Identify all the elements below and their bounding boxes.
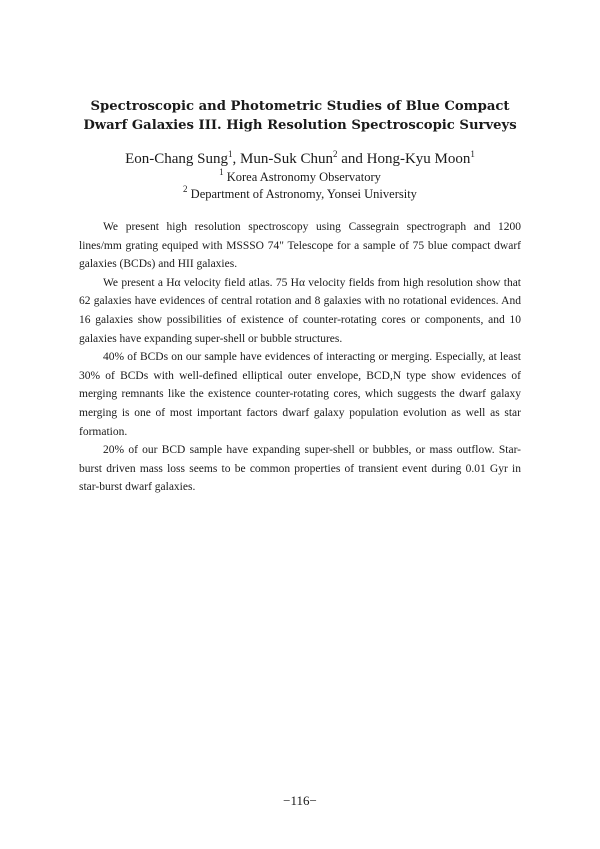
abstract-paragraph: 40% of BCDs on our sample have evidences of interacting or merging. Especially, at least 30% of BCDs with well-defined elliptical outer envelope, BCD,N type show evidences of merging remnants like the existence counter-rotating cores, which suggests the dwarf galaxy merging is one of most important factors dwarf galaxy population evolution as well as star formation. xyxy=(79,351,521,438)
affiliation-1 xyxy=(60,169,540,185)
abstract-paragraph: We present a Hα velocity field atlas. 75 Hα velocity fields from high resolution show that 62 galaxies have evidences of central rotation and 8 galaxies with no rotational evidences. And 16 galaxies show possibilities of existence of counter-rotating cores or components, and 10 galaxies have expanding super-shell or bubble structures. xyxy=(79,276,521,345)
paper-title xyxy=(60,97,540,135)
affiliation-mark: 2 xyxy=(332,149,338,159)
author-list xyxy=(60,150,540,168)
affiliation-2 xyxy=(60,186,540,202)
affiliation-mark: 2 xyxy=(183,184,188,194)
author-name: Hong-Kyu Moon xyxy=(366,151,471,167)
title-line-2: Dwarf Galaxies III. High Resolution Spectroscopic Surveys xyxy=(83,118,517,133)
affiliation-mark: 1 xyxy=(219,167,224,177)
page-number: −116− xyxy=(283,793,317,808)
author-name: Mun-Suk Chun xyxy=(240,151,333,167)
affiliation-mark: 1 xyxy=(228,149,233,159)
abstract-paragraph: 20% of our BCD sample have expanding super-shell or bubbles, or mass outflow. Star-burst driven mass loss seems to be common properties of transient event during 0.01 Gyr in star-burst dwarf galaxies. xyxy=(79,444,521,494)
affiliation-mark: 1 xyxy=(470,149,475,159)
author-separator: , xyxy=(232,151,241,167)
title-line-1: Spectroscopic and Photometric Studies of Blue Compact xyxy=(90,99,510,114)
abstract-body xyxy=(79,218,521,497)
affiliation-text: Department of Astronomy, Yonsei University xyxy=(190,187,417,201)
author-name: Eon-Chang Sung xyxy=(125,151,229,167)
author-separator: and xyxy=(337,151,367,167)
abstract-paragraph: We present high resolution spectroscopy using Cassegrain spectrograph and 1200 lines/mm grating equiped with MSSSO 74" Telescope for a sample of 75 blue compact dwarf galaxies (BCDs) and HII galaxies. xyxy=(79,221,521,271)
affiliation-text: Korea Astronomy Observatory xyxy=(226,170,381,184)
